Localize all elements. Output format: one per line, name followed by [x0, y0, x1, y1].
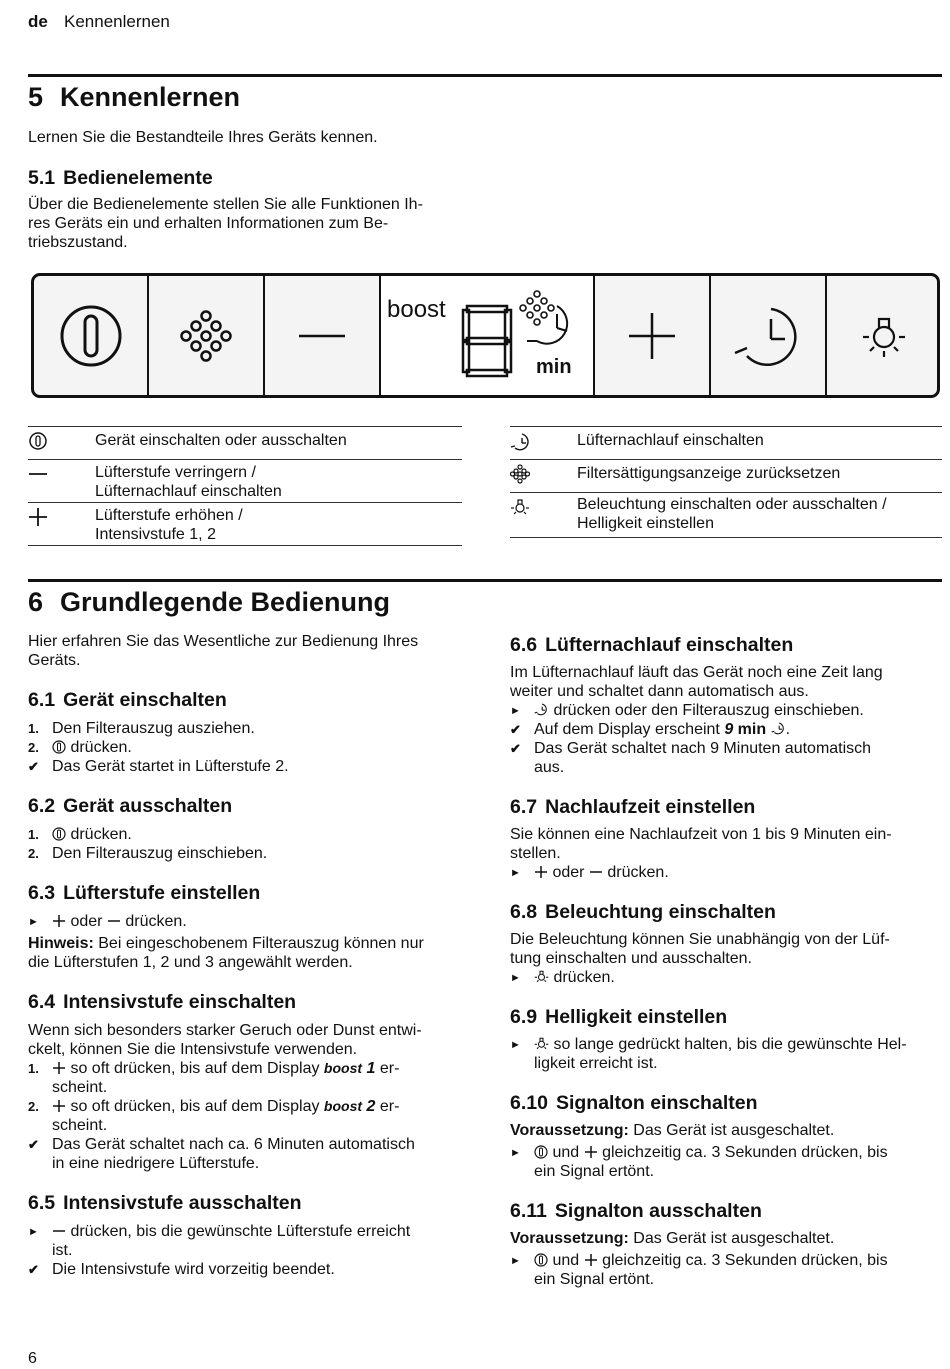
check-icon: ✔	[510, 741, 521, 756]
section-6-10-steps: Voraussetzung: Das Gerät ist ausgeschaltet. ► und gleichzeitig ca. 3 Sekunden drücken, bis ein Signal ertönt.	[510, 1122, 888, 1180]
seven-segment-digit	[463, 306, 511, 376]
power-icon	[52, 740, 66, 754]
right-column	[510, 634, 946, 1289]
run-on-timer-icon	[733, 301, 803, 371]
action-arrow-icon: ►	[28, 1226, 39, 1238]
light-icon	[510, 497, 530, 517]
plus-icon	[28, 507, 48, 527]
filter-saturation-icon	[178, 308, 234, 364]
legend-text: Lüfterstufe verringern / Lüfternachlauf einschalten	[95, 464, 282, 500]
filter-saturation-icon	[510, 464, 530, 484]
language-code: de	[28, 12, 48, 31]
legend-table-right	[510, 426, 942, 538]
page-number: 6	[28, 1350, 37, 1367]
section-6-5-steps: ► drücken, bis die gewünschte Lüfterstufe erreicht ist. ✔ Die Intensivstufe wird vorzeitig beendet.	[28, 1223, 411, 1278]
light-icon	[859, 311, 909, 361]
section-5-1-heading: 5.1 Bedienelemente	[28, 167, 213, 189]
section-6-7-steps: Sie können eine Nachlaufzeit von 1 bis 9 Minuten ein- stellen. ► oder drücken.	[510, 826, 892, 881]
left-column	[28, 632, 464, 1279]
legend-text: Filtersättigungsanzeige zurücksetzen	[577, 465, 841, 482]
legend-text: Lüfternachlauf einschalten	[577, 432, 764, 449]
section-6-intro: Hier erfahren Sie das Wesentliche zur Bedienung Ihres Geräts.	[28, 633, 419, 669]
legend-text: Beleuchtung einschalten oder ausschalten / Helligkeit einstellen	[577, 496, 887, 532]
power-icon	[52, 827, 66, 841]
plus-icon	[534, 865, 548, 879]
run-on-timer-icon	[534, 702, 549, 717]
section-5-heading: 5 Kennenlernen	[28, 82, 241, 112]
legend-row	[510, 492, 942, 538]
section-6-1-steps: 1. Den Filterauszug ausziehen. 2. drücken. ✔ Das Gerät startet in Lüfterstufe 2.	[28, 720, 289, 775]
display-timer-indicator	[527, 306, 567, 344]
section-6-5-heading: 6.5 Intensivstufe ausschalten	[28, 1192, 302, 1214]
plus-button[interactable]	[595, 276, 711, 395]
section-6-9-steps: ► so lange gedrückt halten, bis die gewünschte Hel- ligkeit erreicht ist.	[510, 1036, 907, 1072]
light-icon	[534, 1036, 549, 1051]
plus-icon	[52, 1099, 66, 1113]
running-header-title: Kennenlernen	[64, 12, 170, 31]
section-6-10-heading: 6.10 Signalton einschalten	[510, 1092, 758, 1114]
minus-icon	[28, 464, 48, 484]
plus-icon	[52, 1061, 66, 1075]
display-min-label: min	[536, 356, 572, 378]
section-5-rule	[28, 74, 942, 77]
section-6-1-heading: 6.1 Gerät einschalten	[28, 689, 227, 711]
filter-saturation-button[interactable]	[149, 276, 265, 395]
section-6-3-steps: ► oder drücken. Hinweis: Bei eingeschobenem Filterauszug können nur die Lüfterstufen 1, 2 und 3 angewählt werden.	[28, 913, 424, 971]
minus-icon	[52, 1224, 66, 1238]
action-arrow-icon: ►	[510, 1039, 521, 1051]
section-5-1-text: Über die Bedienelemente stellen Sie alle Funktionen Ih- res Geräts ein und erhalten Informationen zum Be- triebszustand.	[28, 196, 423, 251]
section-5-intro: Lernen Sie die Bestandteile Ihres Geräts kennen.	[28, 129, 378, 146]
action-arrow-icon: ►	[510, 867, 521, 879]
light-button[interactable]	[827, 276, 940, 395]
legend-text: Lüfterstufe erhöhen / Intensivstufe 1, 2	[95, 507, 243, 543]
minus-icon	[297, 331, 347, 341]
section-6-4-heading: 6.4 Intensivstufe einschalten	[28, 991, 297, 1013]
legend-row	[28, 459, 462, 502]
power-icon	[534, 1253, 548, 1267]
minus-icon	[589, 865, 603, 879]
section-6-2-heading: 6.2 Gerät ausschalten	[28, 795, 233, 817]
legend-row	[510, 459, 942, 492]
plus-icon	[584, 1145, 598, 1159]
legend-table-left	[28, 426, 462, 546]
action-arrow-icon: ►	[510, 972, 521, 984]
display	[381, 276, 595, 395]
legend-row	[28, 502, 462, 546]
run-on-timer-icon	[510, 431, 532, 453]
action-arrow-icon: ►	[510, 1147, 521, 1159]
display-boost-label: boost	[387, 296, 446, 323]
minus-icon	[107, 914, 121, 928]
legend-row	[510, 426, 942, 459]
power-icon	[58, 303, 124, 369]
check-icon: ✔	[28, 1262, 39, 1277]
check-icon: ✔	[510, 722, 521, 737]
legend-row	[28, 426, 462, 459]
control-panel	[31, 273, 940, 398]
section-6-8-steps: Die Beleuchtung können Sie unabhängig von der Lüf- tung einschalten und ausschalten. ► drücken.	[510, 931, 890, 986]
check-icon: ✔	[28, 1137, 39, 1152]
section-6-rule	[28, 579, 942, 582]
power-button[interactable]	[34, 276, 149, 395]
section-6-8-heading: 6.8 Beleuchtung einschalten	[510, 901, 776, 923]
section-6-6-heading: 6.6 Lüfternachlauf einschalten	[510, 634, 794, 656]
light-icon	[534, 969, 549, 984]
power-icon	[534, 1145, 548, 1159]
action-arrow-icon: ►	[510, 705, 521, 717]
power-icon	[28, 431, 48, 451]
section-6-9-heading: 6.9 Helligkeit einstellen	[510, 1006, 728, 1028]
section-6-heading: 6 Grundlegende Bedienung	[28, 587, 391, 617]
minus-button[interactable]	[265, 276, 381, 395]
plus-icon	[584, 1253, 598, 1267]
check-icon: ✔	[28, 759, 39, 774]
section-6-3-heading: 6.3 Lüfterstufe einstellen	[28, 882, 261, 904]
section-6-11-heading: 6.11 Signalton ausschalten	[510, 1200, 762, 1222]
section-6-11-steps: Voraussetzung: Das Gerät ist ausgeschaltet. ► und gleichzeitig ca. 3 Sekunden drücken, bis ein Signal ertönt.	[510, 1230, 888, 1288]
display-filter-indicator	[520, 291, 554, 325]
action-arrow-icon: ►	[510, 1255, 521, 1267]
action-arrow-icon: ►	[28, 916, 39, 928]
section-6-2-steps: 1. drücken. 2. Den Filterauszug einschieben.	[28, 826, 268, 862]
section-6-4-steps: Wenn sich besonders starker Geruch oder Dunst entwi- ckelt, können Sie die Intensivstufe verwenden. 1. so oft drücken, bis auf dem Display boost 1 er- scheint. 2. so oft drücken, bis auf dem Display boost 2 er- scheint. ✔ Das Gerät schaltet nach ca. 6 Minuten automatisch in eine niedrigere Lüfterstufe.	[28, 1022, 422, 1172]
run-on-timer-icon	[771, 721, 786, 736]
run-on-timer-button[interactable]	[711, 276, 827, 395]
plus-icon	[627, 311, 677, 361]
plus-icon	[52, 914, 66, 928]
section-6-6-steps: Im Lüfternachlauf läuft das Gerät noch eine Zeit lang weiter und schaltet dann automatisch aus. ► drücken oder den Filterauszug einschieben. ✔ Auf dem Display erscheint 9 min . ✔ Das Gerät schaltet nach 9 Minuten automatisch aus.	[510, 664, 883, 776]
section-6-7-heading: 6.7 Nachlaufzeit einstellen	[510, 796, 756, 818]
legend-text: Gerät einschalten oder ausschalten	[95, 432, 347, 449]
